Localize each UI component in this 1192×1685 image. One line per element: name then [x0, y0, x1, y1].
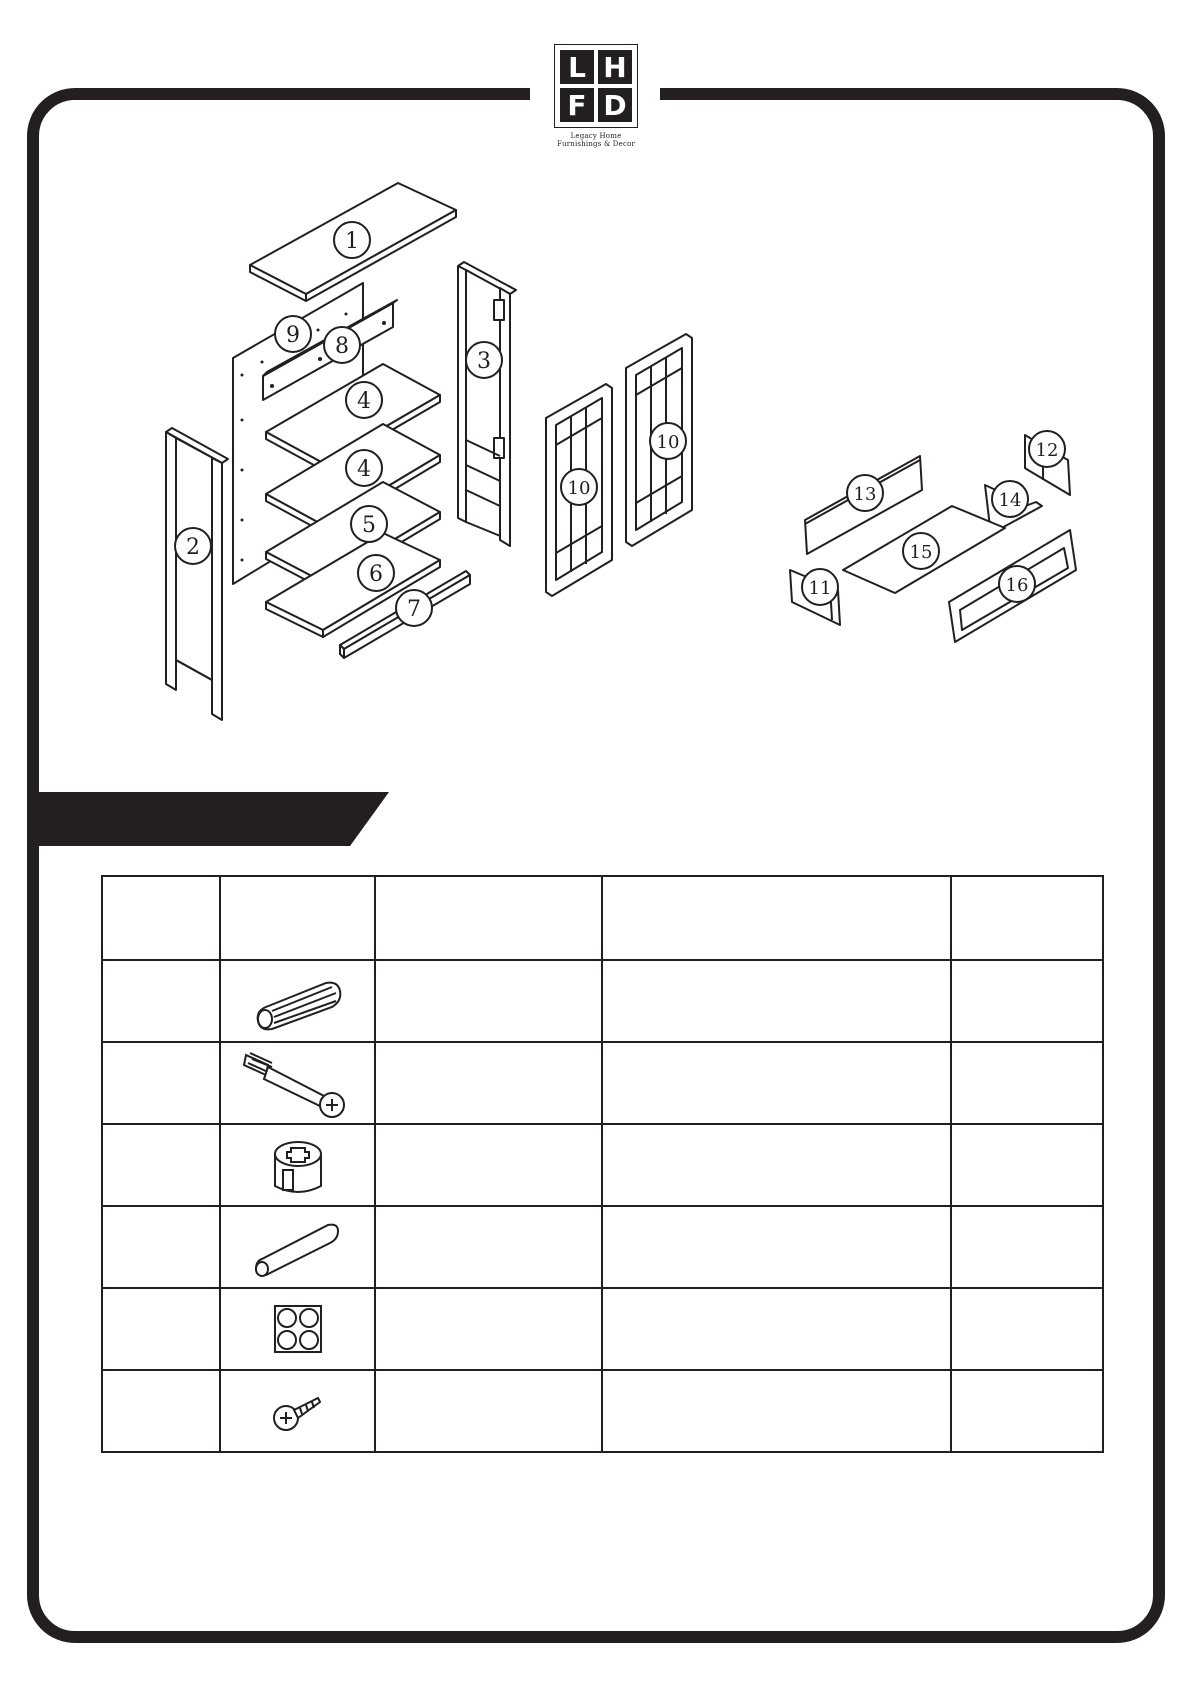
part-2-left-side	[166, 428, 228, 720]
table-cell	[602, 1042, 951, 1124]
table-cell	[375, 960, 602, 1042]
table-row	[102, 1124, 1103, 1206]
hardware-table	[101, 875, 1104, 1453]
table-cell	[102, 1288, 220, 1370]
part-label: 7	[407, 597, 421, 622]
wooden-dowel-icon	[248, 971, 348, 1031]
part-label: 4	[357, 457, 371, 482]
part-label: 1	[345, 229, 359, 254]
table-icon-cell	[220, 1042, 375, 1124]
table-cell	[102, 1206, 220, 1288]
part-label: 11	[808, 578, 832, 599]
table-icon-cell	[220, 1288, 375, 1370]
part-3-right-side	[458, 262, 516, 546]
table-cell	[375, 1042, 602, 1124]
table-row	[102, 1288, 1103, 1370]
part-label: 9	[286, 323, 300, 348]
part-label: 14	[998, 490, 1022, 511]
logo-caption-line2: Furnishings & Decor	[556, 140, 636, 148]
table-cell	[375, 1124, 602, 1206]
table-header	[602, 876, 951, 960]
table-cell	[602, 960, 951, 1042]
table-icon-cell	[220, 1124, 375, 1206]
logo-letter: D	[598, 88, 632, 122]
part-label: 4	[357, 389, 371, 414]
logo-caption-line1: Legacy Home	[570, 132, 622, 140]
table-cell	[375, 1288, 602, 1370]
part-label: 6	[369, 562, 383, 587]
table-cell	[375, 1206, 602, 1288]
table-header-row	[102, 876, 1103, 960]
table-row	[102, 960, 1103, 1042]
table-icon-cell	[220, 1206, 375, 1288]
table-header	[951, 876, 1103, 960]
part-label: 10	[656, 432, 680, 453]
table-cell	[102, 1042, 220, 1124]
table-header	[375, 876, 602, 960]
table-cell	[375, 1370, 602, 1452]
logo-letter: F	[560, 88, 594, 122]
table-row	[102, 1370, 1103, 1452]
table-header	[220, 876, 375, 960]
table-cell	[951, 1288, 1103, 1370]
table-icon-cell	[220, 1370, 375, 1452]
table-cell	[602, 1124, 951, 1206]
part-label: 2	[186, 535, 200, 560]
table-cell	[951, 1206, 1103, 1288]
part-label: 3	[477, 349, 491, 374]
parts-diagram	[0, 0, 1192, 760]
table-cell	[951, 960, 1103, 1042]
table-row	[102, 1206, 1103, 1288]
shelf-pin-icon	[248, 1215, 348, 1279]
logo-letter: H	[598, 50, 632, 84]
table-header	[102, 876, 220, 960]
table-cell	[602, 1288, 951, 1370]
screw-icon	[268, 1386, 328, 1436]
table-row	[102, 1042, 1103, 1124]
felt-pads-icon	[273, 1304, 323, 1354]
part-label: 13	[853, 484, 877, 505]
part-label: 8	[335, 334, 349, 359]
table-cell	[951, 1124, 1103, 1206]
part-label: 12	[1035, 440, 1059, 461]
logo-letter: L	[560, 50, 594, 84]
cam-bolt-icon	[238, 1045, 358, 1121]
table-cell	[602, 1370, 951, 1452]
part-label: 15	[909, 542, 933, 563]
table-cell	[102, 1124, 220, 1206]
table-cell	[951, 1370, 1103, 1452]
part-label: 10	[567, 478, 591, 499]
cam-lock-icon	[263, 1130, 333, 1200]
table-cell	[102, 1370, 220, 1452]
section-banner	[39, 792, 389, 846]
table-cell	[951, 1042, 1103, 1124]
table-cell	[102, 960, 220, 1042]
table-cell	[602, 1206, 951, 1288]
part-label: 16	[1005, 575, 1029, 596]
part-label: 5	[362, 513, 376, 538]
table-icon-cell	[220, 960, 375, 1042]
